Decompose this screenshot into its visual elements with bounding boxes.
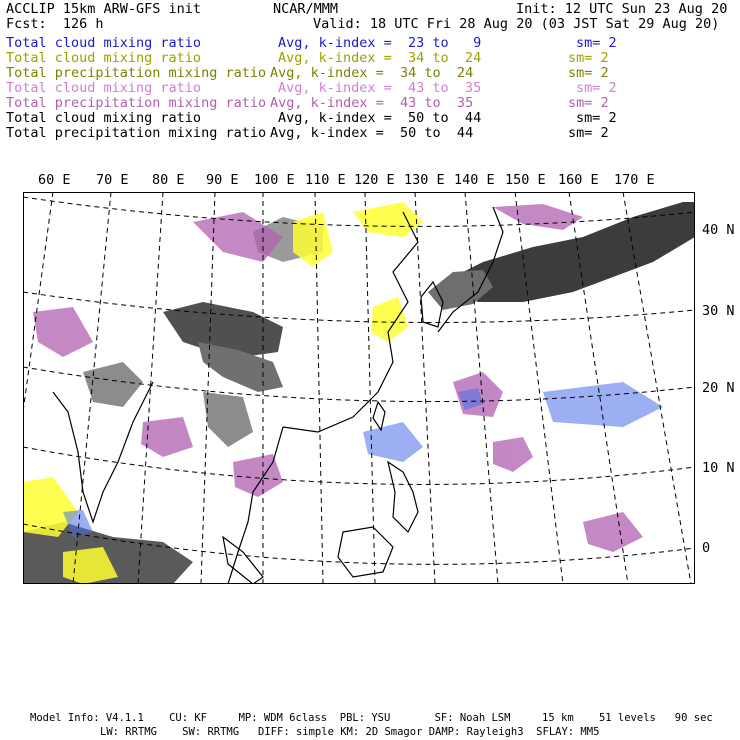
legend-field: Total precipitation mixing ratio bbox=[6, 95, 267, 111]
legend-field: Total cloud mixing ratio bbox=[6, 110, 202, 126]
legend-row bbox=[6, 36, 734, 51]
lat-label: 0 bbox=[702, 540, 711, 556]
legend-sm: sm= 2 bbox=[576, 80, 617, 96]
legend-avg: Avg, k-index = 50 to 44 bbox=[270, 125, 474, 141]
init-time: Init: 12 UTC Sun 23 Aug 20 bbox=[516, 1, 728, 17]
legend-row bbox=[6, 51, 734, 66]
forecast-hour: Fcst: 126 h bbox=[6, 16, 104, 32]
legend-sm: sm= 2 bbox=[568, 95, 609, 111]
lon-label: 60 E bbox=[38, 172, 71, 188]
lon-label: 170 E bbox=[614, 172, 655, 188]
legend-row bbox=[6, 96, 734, 111]
lon-label: 110 E bbox=[305, 172, 346, 188]
legend-field: Total cloud mixing ratio bbox=[6, 80, 202, 96]
lat-label: 10 N bbox=[702, 460, 735, 476]
lat-label: 30 N bbox=[702, 303, 735, 319]
legend-row bbox=[6, 111, 734, 126]
legend-avg: Avg, k-index = 43 to 35 bbox=[270, 95, 474, 111]
legend-field: Total cloud mixing ratio bbox=[6, 35, 202, 51]
lon-label: 80 E bbox=[152, 172, 185, 188]
legend-sm: sm= 2 bbox=[568, 65, 609, 81]
legend-row bbox=[6, 66, 734, 81]
model-info-line-1: Model Info: V4.1.1 CU: KF MP: WDM 6class PBL: YSU SF: Noah LSM 15 km 51 levels 90 sec bbox=[30, 712, 713, 724]
legend-row bbox=[6, 126, 734, 141]
lon-label: 130 E bbox=[404, 172, 445, 188]
lat-label: 40 N bbox=[702, 222, 735, 238]
lon-label: 100 E bbox=[254, 172, 295, 188]
legend-avg: Avg, k-index = 34 to 24 bbox=[278, 50, 482, 66]
lon-label: 140 E bbox=[454, 172, 495, 188]
legend-field: Total precipitation mixing ratio bbox=[6, 65, 267, 81]
forecast-map bbox=[23, 192, 695, 584]
legend-avg: Avg, k-index = 23 to 9 bbox=[278, 35, 482, 51]
legend-sm: sm= 2 bbox=[576, 110, 617, 126]
model-title: ACCLIP 15km ARW-GFS init bbox=[6, 1, 202, 17]
legend-row bbox=[6, 81, 734, 96]
lon-label: 70 E bbox=[96, 172, 129, 188]
lon-label: 120 E bbox=[354, 172, 395, 188]
legend-field: Total precipitation mixing ratio bbox=[6, 125, 267, 141]
lon-label: 160 E bbox=[558, 172, 599, 188]
legend-sm: sm= 2 bbox=[576, 35, 617, 51]
valid-time: Valid: 18 UTC Fri 28 Aug 20 (03 JST Sat 29 Aug 20) bbox=[313, 16, 720, 32]
legend-field: Total cloud mixing ratio bbox=[6, 50, 202, 66]
legend-avg: Avg, k-index = 50 to 44 bbox=[278, 110, 482, 126]
center-label: NCAR/MMM bbox=[273, 1, 339, 17]
legend-sm: sm= 2 bbox=[568, 50, 609, 66]
legend-avg: Avg, k-index = 34 to 24 bbox=[270, 65, 474, 81]
lon-label: 90 E bbox=[206, 172, 239, 188]
legend-sm: sm= 2 bbox=[568, 125, 609, 141]
lat-label: 20 N bbox=[702, 380, 735, 396]
lon-label: 150 E bbox=[505, 172, 546, 188]
model-info-line-2: LW: RRTMG SW: RRTMG DIFF: simple KM: 2D Smagor DAMP: Rayleigh3 SFLAY: MM5 bbox=[100, 726, 600, 738]
legend-avg: Avg, k-index = 43 to 35 bbox=[278, 80, 482, 96]
